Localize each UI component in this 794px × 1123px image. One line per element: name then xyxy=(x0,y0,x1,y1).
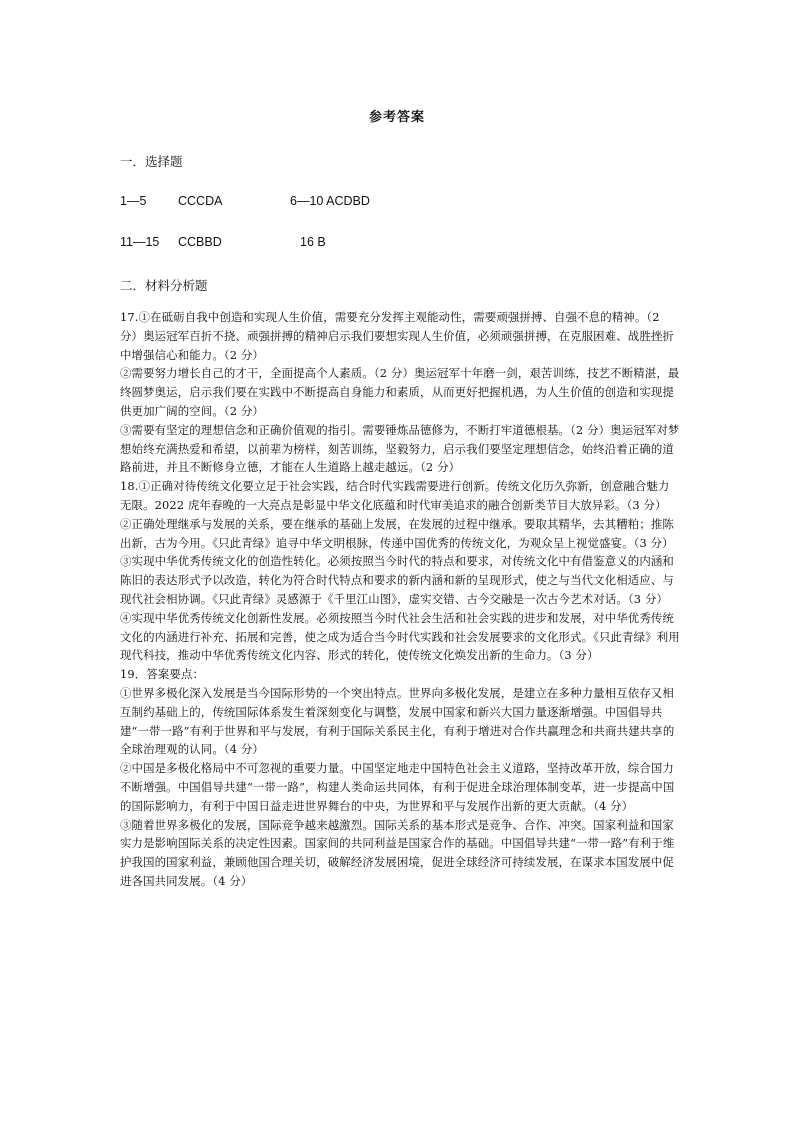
analysis-answers xyxy=(120,308,680,891)
q18-point-4: ④实现中华优秀传统文化创新性发展。必须按照当今时代社会生活和社会实践的进步和发展，对中华优秀传统文化的内涵进行补充、拓展和完善，使之成为适合当今时代实践和社会发展要求的文化形式。《只此青绿》利用现代科技，推动中华优秀传统文化内容、形式的转化，使传统文化焕发出新的生命力。（3 分） xyxy=(120,610,680,663)
answer-16: 16 B xyxy=(300,235,326,249)
q17-point-1: 17.①在砥砺自我中创造和实现人生价值，需要充分发挥主观能动性，需要顽强拼搏、自强不息的精神。（2 分）奥运冠军百折不挠、顽强拼搏的精神启示我们要想实现人生价值，必须顽强拼搏，在克服困难、战胜挫折中增强信心和能力。（2 分） xyxy=(120,310,674,362)
page-title: 参考答案 xyxy=(368,110,425,125)
answer-range-1-5: 1—5 xyxy=(120,194,147,208)
answer-seq-6-10: ACDBD xyxy=(326,194,370,208)
q17-point-3: ③需要有坚定的理想信念和正确价值观的指引。需要锤炼品德修为，不断打牢道德根基。（2 分）奥运冠军对梦想始终充满热爱和希望，以前辈为榜样，刻苦训练，坚毅努力，启示我们要坚定理想信念，始终沿着正确的道路前进，并且不断修身立德，才能在人生道路上越走越远。（2 分） xyxy=(120,422,680,475)
q18-point-1: 18.①正确对待传统文化要立足于社会实践，结合时代实践需要进行创新。传统文化历久弥新，创意融合魅力无限。2022 虎年春晚的一大亮点是彰显中华文化底蕴和时代审美追求的融合创新类节目大放异彩。（3 分） xyxy=(120,479,670,512)
section-choice-heading: 一．选择题 xyxy=(120,154,183,169)
q19-point-3: ③随着世界多极化的发展，国际竞争越来越激烈。国际关系的基本形式是竞争、合作、冲突。国家利益和国家实力是影响国际关系的决定性因素。国家间的共同利益是国家合作的基础。中国倡导共建“一带一路”有利于维护我国的国家利益，兼顾他国合理关切，破解经济发展困境，促进全球经济可持续发展，在谋求本国发展中促进各国共同发展。（4 分） xyxy=(120,817,675,888)
answer-range-11-15: 11—15 xyxy=(120,235,160,249)
answer-range-6-10: 6—10 xyxy=(290,194,324,208)
q18-point-3: ③实现中华优秀传统文化的创造性转化。必须按照当今时代的特点和要求，对传统文化中有借鉴意义的内涵和陈旧的表达形式予以改造，转化为符合时代特点和要求的新内涵和新的呈现形式，使之与当代文化相适应、与现代社会相协调。《只此青绿》灵感源于《千里江山图》，虚实交错、古今交融是一次古今艺术对话。（3 分） xyxy=(120,554,674,606)
answer-seq-11-15: CCBBD xyxy=(178,235,222,249)
q19-point-1: ①世界多极化深入发展是当今国际形势的一个突出特点。世界向多极化发展，是建立在多种力量相互依存又相互制约基础上的，传统国际体系发生着深刻变化与调整，发展中国家和新兴大国力量逐渐增强。中国倡导共建“一带一路”有利于世界和平与发展，有利于国际关系民主化，有利于增进对合作共赢理念和共商共建共享的全球治理观的认同。（4 分） xyxy=(120,685,675,757)
q18-point-2: ②正确处理继承与发展的关系，要在继承的基础上发展，在发展的过程中继承。要取其精华，去其糟粕；推陈出新，古为今用。《只此青绿》追寻中华文明根脉，传递中国优秀的传统文化，为观众呈上视觉盛宴。（3 分） xyxy=(120,516,674,550)
section-analysis-heading: 二．材料分析题 xyxy=(120,278,208,293)
choice-answers-row-2 xyxy=(120,235,326,249)
q17-point-2: ②需要努力增长自己的才干，全面提高个人素质。（2 分）奥运冠军十年磨一剑，艰苦训练，技艺不断精湛，最终圆梦奥运，启示我们要在实践中不断提高自身能力和素质，从而更好把握机遇，为人生价值的创造和实现提供更加广阔的空间。（2 分） xyxy=(120,366,680,418)
q19-intro: 19．答案要点： xyxy=(120,667,205,682)
choice-answers-row-1 xyxy=(120,194,370,208)
answer-seq-1-5: CCCDA xyxy=(178,194,223,208)
q19-point-2: ②中国是多极化格局中不可忽视的重要力量。中国坚定地走中国特色社会主义道路，坚持改革开放，综合国力不断增强。中国倡导共建“一带一路”，构建人类命运共同体，有利于促进全球治理体制变革，进一步提高中国的国际影响力，有利于中国日益走进世界舞台的中央，为世界和平与发展作出新的更大贡献。（4 分） xyxy=(120,761,675,813)
